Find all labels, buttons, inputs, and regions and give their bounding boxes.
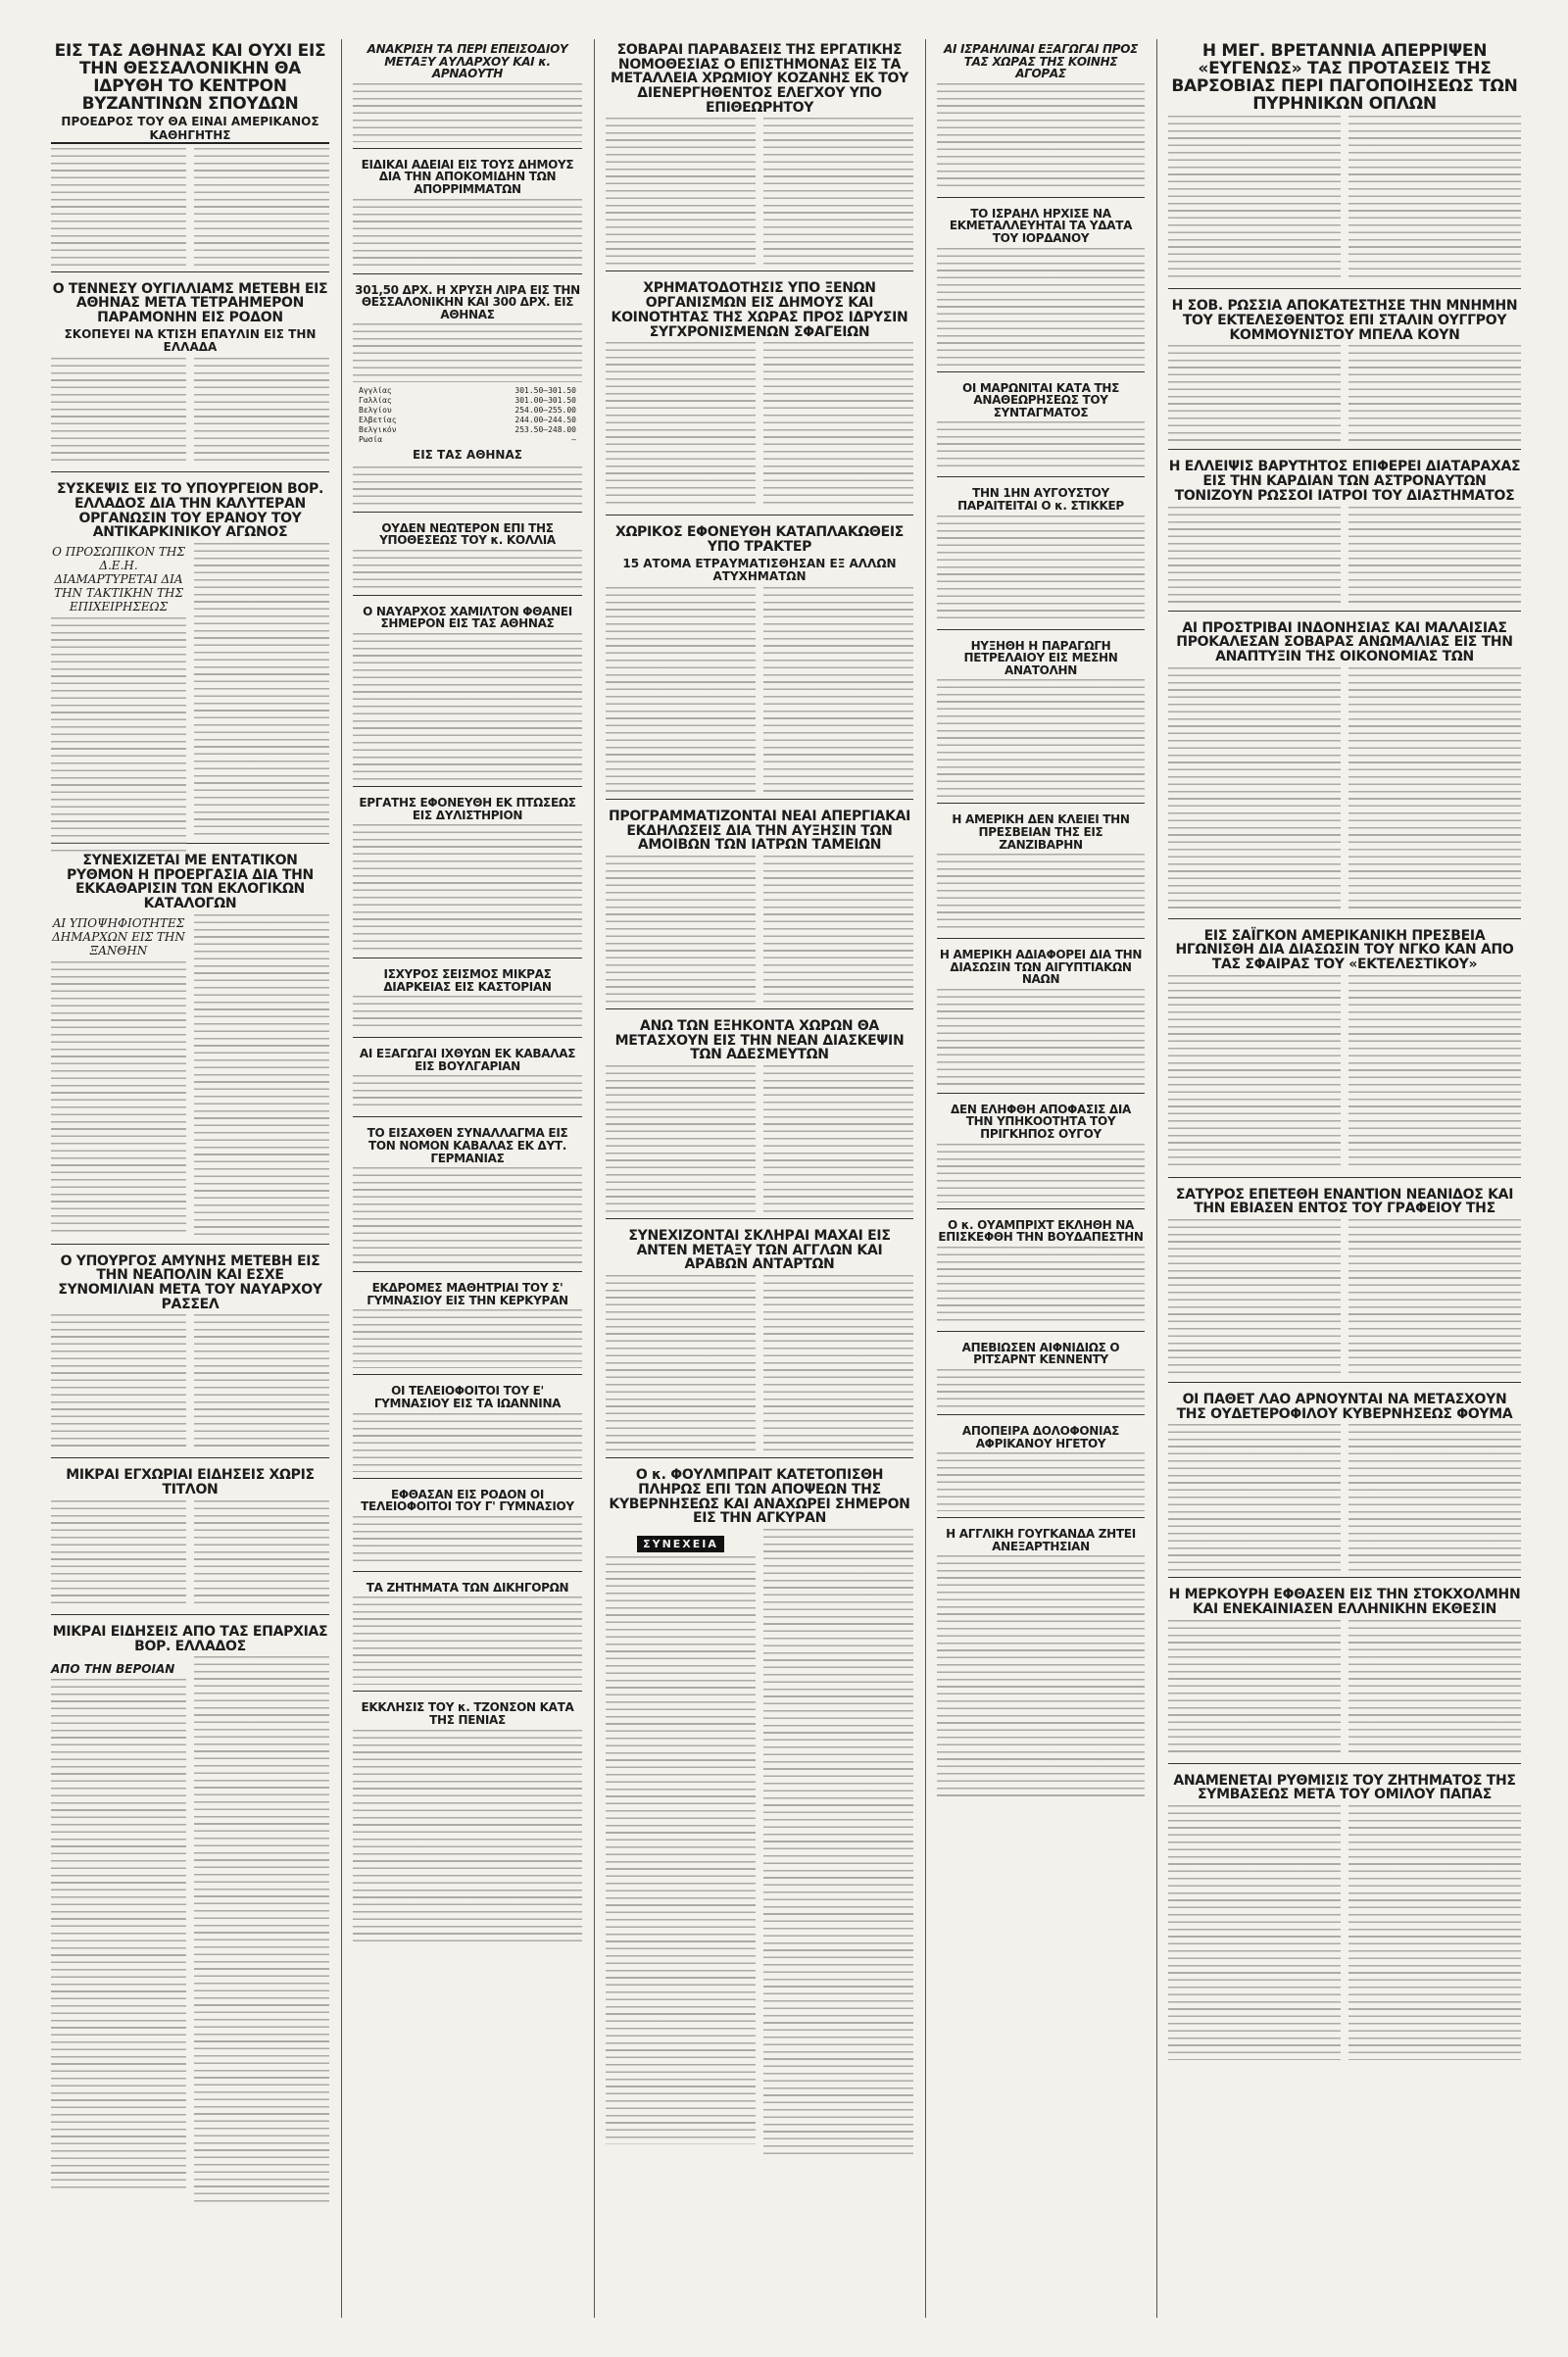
headline: ΣΥΝΕΧΙΖΟΝΤΑΙ ΣΚΛΗΡΑΙ ΜΑΧΑΙ ΕΙΣ ΑΝΤΕΝ ΜΕΤΑΞΥ ΤΩΝ ΑΓΓΛΩΝ ΚΑΙ ΑΡΑΒΩΝ ΑΝΤΑΡΤΩΝ bbox=[628, 1228, 891, 1273]
headline: Η ΜΕΡΚΟΥΡΗ ΕΦΘΑΣΕΝ ΕΙΣ ΤΗΝ ΣΤΟΚΧΟΛΜΗΝ ΚΑΙ ΕΝΕΚΑΙΝΙΑΣΕΝ ΕΛΛΗΝΙΚΗΝ ΕΚΘΕΣΙΝ bbox=[1168, 1587, 1521, 1618]
headline: Η ΜΕΓ. ΒΡΕΤΑΝΝΙΑ ΑΠΕΡΡΙΨΕΝ «ΕΥΓΕΝΩΣ» ΤΑΣ ΠΡΟΤΑΣΕΙΣ ΤΗΣ ΒΑΡΣΟΒΙΑΣ ΠΕΡΙ ΠΑΓΟΠΟΙΗΣΕΩΣ ΤΩΝ ΠΥΡΗΝΙΚΩΝ ΟΠΛΩΝ bbox=[1171, 41, 1518, 114]
gold-row bbox=[359, 435, 576, 445]
row-value: 244.00—244.50 bbox=[514, 416, 576, 425]
subheadline: 15 ΑΤΟΜΑ ΕΤΡΑΥΜΑΤΙΣΘΗΣΑΝ ΕΞ ΑΛΛΩΝ ΑΤΥΧΗΜΑΤΩΝ bbox=[622, 556, 897, 583]
headline: ΙΣΧΥΡΟΣ ΣΕΙΣΜΟΣ ΜΙΚΡΑΣ ΔΙΑΡΚΕΙΑΣ ΕΙΣ ΚΑΣΤΟΡΙΑΝ bbox=[383, 967, 552, 994]
headline: Ο κ. ΟΥΑΜΠΡΙΧΤ ΕΚΛΗΘΗ ΝΑ ΕΠΙΣΚΕΦΘΗ ΤΗΝ ΒΟΥΔΑΠΕΣΤΗΝ bbox=[938, 1217, 1144, 1245]
subheadline: ΑΙ ΥΠΟΨΗΦΙΟΤΗΤΕΣ ΔΗΜΑΡΧΩΝ ΕΙΣ ΤΗΝ ΞΑΝΘΗΝ bbox=[52, 915, 185, 958]
gold-row bbox=[359, 386, 576, 396]
headline: ΑΝΑΜΕΝΕΤΑΙ ΡΥΘΜΙΣΙΣ ΤΟΥ ΖΗΤΗΜΑΤΟΣ ΤΗΣ ΣΥΜΒΑΣΕΩΣ ΜΕΤΑ ΤΟΥ ΟΜΙΛΟΥ ΠΑΠΑΣ bbox=[1173, 1772, 1516, 1803]
article-investigation bbox=[353, 43, 582, 149]
article-byzantine-center bbox=[51, 43, 329, 272]
column-3 bbox=[598, 39, 921, 2318]
row-name: Αγγλίας bbox=[359, 386, 392, 396]
column-1 bbox=[43, 39, 337, 2318]
article-uganda bbox=[937, 1528, 1145, 1806]
headline: Ο ΤΕΝΝΕΣΥ ΟΥΓΙΛΛΙΑΜΣ ΜΕΤΕΒΗ ΕΙΣ ΑΘΗΝΑΣ ΜΕΤΑ ΤΕΤΡΑΗΜΕΡΟΝ ΠΑΡΑΜΟΝΗΝ ΕΙΣ ΡΟΔΟΝ bbox=[52, 280, 328, 326]
article-admiral-hamilton bbox=[353, 606, 582, 787]
row-value: 301.50—301.50 bbox=[514, 386, 576, 396]
article-graduates-rhodes bbox=[353, 1489, 582, 1572]
continuation-logo: ΣΥΝΕΧΕΙΑ bbox=[637, 1536, 724, 1552]
article-britain-warsaw bbox=[1168, 43, 1521, 289]
column-2 bbox=[345, 39, 590, 2318]
gold-row bbox=[359, 416, 576, 425]
headline: ΧΩΡΙΚΟΣ ΕΦΟΝΕΥΘΗ ΚΑΤΑΠΛΑΚΩΘΕΙΣ ΥΠΟ ΤΡΑΚΤΕΡ bbox=[614, 524, 905, 555]
article-electoral-lists bbox=[51, 854, 329, 1245]
article-graduates-ioannina bbox=[353, 1385, 582, 1478]
headline: ΕΡΓΑΤΗΣ ΕΦΟΝΕΥΘΗ ΕΚ ΠΤΩΣΕΩΣ ΕΙΣ ΔΥΛΙΣΤΗΡΙΟΝ bbox=[359, 795, 576, 822]
headline: ΗΥΞΗΘΗ Η ΠΑΡΑΓΩΓΗ ΠΕΤΡΕΛΑΙΟΥ ΕΙΣ ΜΕΣΗΝ ΑΝΑΤΟΛΗΝ bbox=[963, 638, 1118, 677]
article-israel-exports bbox=[937, 43, 1145, 198]
headline: ΑΙ ΠΡΟΣΤΡΙΒΑΙ ΙΝΔΟΝΗΣΙΑΣ ΚΑΙ ΜΑΛΑΙΣΙΑΣ ΠΡΟΚΑΛΕΣΑΝ ΣΟΒΑΡΑΣ ΑΝΩΜΑΛΙΑΣ ΕΙΣ ΤΗΝ ΑΝΑΠΤΥΞΙΝ ΤΗΣ ΟΙΚΟΝΟΜΙΑΣ ΤΩΝ bbox=[1176, 619, 1513, 664]
subheadline: Ο ΠΡΟΣΩΠΙΚΟΝ ΤΗΣ Δ.Ε.Η. ΔΙΑΜΑΡΤΥΡΕΤΑΙ ΔΙΑ ΤΗΝ ΤΑΚΤΙΚΗΝ ΤΗΣ ΕΠΙΧΕΙΡΗΣΕΩΣ bbox=[52, 544, 185, 614]
headline: Η ΑΜΕΡΙΚΗ ΑΔΙΑΦΟΡΕΙ ΔΙΑ ΤΗΝ ΔΙΑΣΩΣΙΝ ΤΩΝ ΑΙΓΥΠΤΙΑΚΩΝ ΝΑΩΝ bbox=[939, 948, 1143, 987]
headline: ΟΥΔΕΝ ΝΕΩΤΕΡΟΝ ΕΠΙ ΤΗΣ ΥΠΟΘΕΣΕΩΣ ΤΟΥ κ. ΚΟΛΛΙΑ bbox=[379, 520, 556, 548]
article-ulbricht bbox=[937, 1219, 1145, 1332]
headline: Η ΣΟΒ. ΡΩΣΣΙΑ ΑΠΟΚΑΤΕΣΤΗΣΕ ΤΗΝ ΜΝΗΜΗΝ ΤΟΥ ΕΚΤΕΛΕΣΘΕΝΤΟΣ ΕΠΙ ΣΤΑΛΙΝ ΟΥΓΓΡΟΥ ΚΟΜΜΟΥΝΙΣΤΟΥ ΜΠΕΛΑ ΚΟΥΝ bbox=[1171, 298, 1518, 343]
headline: ΑΝΑΚΡΙΣΗ ΤΑ ΠΕΡΙ ΕΠΕΙΣΟΔΙΟΥ ΜΕΤΑΞΥ ΑΥΛΑΡΧΟΥ ΚΑΙ κ. ΑΡΝΑΟΥΤΗ bbox=[367, 42, 568, 81]
article-maronites bbox=[937, 382, 1145, 478]
headline: ΜΙΚΡΑΙ ΕΙΔΗΣΕΙΣ ΑΠΟ ΤΑΣ ΕΠΑΡΧΙΑΣ ΒΟΡ. ΕΛΛΑΔΟΣ bbox=[52, 1623, 328, 1654]
article-earthquake bbox=[353, 968, 582, 1038]
headline: ΣΑΤΥΡΟΣ ΕΠΕΤΕΘΗ ΕΝΑΝΤΙΟΝ ΝΕΑΝΙΔΟΣ ΚΑΙ ΤΗΝ ΕΒΙΑΣΕΝ ΕΝΤΟΣ ΤΟΥ ΓΡΑΦΕΙΟΥ ΤΗΣ bbox=[1175, 1186, 1514, 1217]
headline: ΣΟΒΑΡΑΙ ΠΑΡΑΒΑΣΕΙΣ ΤΗΣ ΕΡΓΑΤΙΚΗΣ ΝΟΜΟΘΕΣΙΑΣ Ο ΕΠΙΣΤΗΜΟΝΑΣ ΕΙΣ ΤΑ ΜΕΤΑΛΛΕΙΑ ΧΡΩΜΙΟΥ ΚΟΖΑΝΗΣ ΕΚ ΤΟΥ ΔΙΕΝΕΡΓΗΘΕΝΤΟΣ ΕΛΕΓΧΟΥ ΥΠΟ ΕΠΙΘΕΩΡΗΤΟΥ bbox=[611, 42, 908, 116]
article-jordan-waters bbox=[937, 208, 1145, 372]
row-name: Ελβετίας bbox=[359, 416, 397, 425]
row-value: 253.50—248.00 bbox=[514, 425, 576, 435]
headline: ΣΥΣΚΕΨΙΣ ΕΙΣ ΤΟ ΥΠΟΥΡΓΕΙΟΝ ΒΟΡ. ΕΛΛΑΔΟΣ ΔΙΑ ΤΗΝ ΚΑΛΥΤΕΡΑΝ ΟΡΓΑΝΩΣΙΝ ΤΟΥ ΕΡΑΝΟΥ ΤΟΥ ΑΝΤΙΚΑΡΚΙΝΙΚΟΥ ΑΓΩΝΟΣ bbox=[57, 481, 323, 541]
gold-row bbox=[359, 425, 576, 435]
headline: ΤΟ ΕΙΣΑΧΘΕΝ ΣΥΝΑΛΛΑΓΜΑ ΕΙΣ ΤΟΝ ΝΟΜΟΝ ΚΑΒΑΛΑΣ ΕΚ ΔΥΤ. ΓΕΡΜΑΝΙΑΣ bbox=[367, 1126, 568, 1165]
row-name: Βελγικόν bbox=[359, 425, 397, 435]
headline: 301,50 ΔΡΧ. Η ΧΡΥΣΗ ΛΙΡΑ ΕΙΣ ΤΗΝ ΘΕΣΣΑΛΟΝΙΚΗΝ ΚΑΙ 300 ΔΡΧ. ΕΙΣ ΑΘΗΝΑΣ bbox=[355, 282, 580, 321]
article-assassination-attempt bbox=[937, 1425, 1145, 1518]
headline: ΕΚΔΡΟΜΕΣ ΜΑΘΗΤΡΙΑΙ ΤΟΥ Σ' ΓΥΜΝΑΣΙΟΥ ΕΙΣ ΤΗΝ ΚΕΡΚΥΡΑΝ bbox=[367, 1281, 568, 1307]
article-kollias bbox=[353, 522, 582, 596]
article-gold-sovereign bbox=[353, 284, 582, 513]
headline: Η ΕΛΛΕΙΨΙΣ ΒΑΡΥΤΗΤΟΣ ΕΠΙΦΕΡΕΙ ΔΙΑΤΑΡΑΧΑΣ ΕΙΣ ΤΗΝ ΚΑΡΔΙΑΝ ΤΩΝ ΑΣΤΡΟΝΑΥΤΩΝ ΤΟΝΙΖΟΥΝ ΡΩΣΣΟΙ ΙΑΤΡΟΙ ΤΟΥ ΔΙΑΣΤΗΜΑΤΟΣ bbox=[1168, 459, 1521, 504]
section-label: ΑΠΟ ΤΗΝ ΒΕΡΟΙΑΝ bbox=[51, 1662, 175, 1677]
headline: ΣΥΝΕΧΙΖΕΤΑΙ ΜΕ ΕΝΤΑΤΙΚΟΝ ΡΥΘΜΟΝ Η ΠΡΟΕΡΓΑΣΙΑ ΔΙΑ ΤΗΝ ΕΚΚΑΘΑΡΙΣΙΝ ΤΩΝ ΕΚΛΟΓΙΚΩΝ ΚΑΤΑΛΟΓΩΝ bbox=[67, 852, 314, 911]
article-saigon-embassy bbox=[1168, 929, 1521, 1178]
article-pathet-lao bbox=[1168, 1393, 1521, 1578]
article-indonesia-malaysia bbox=[1168, 621, 1521, 919]
article-small-news bbox=[51, 1468, 329, 1614]
column-rule bbox=[925, 39, 926, 2318]
article-tractor-accident bbox=[606, 525, 913, 800]
headline: Η ΑΓΓΛΙΚΗ ΓΟΥΓΚΑΝΔΑ ΖΗΤΕΙ ΑΝΕΞΑΡΤΗΣΙΑΝ bbox=[946, 1527, 1136, 1553]
row-name: Ρωσία bbox=[359, 435, 383, 445]
headline: Η ΑΜΕΡΙΚΗ ΔΕΝ ΚΛΕΙΕΙ ΤΗΝ ΠΡΕΣΒΕΙΑΝ ΤΗΣ ΕΙΣ ΖΑΝΖΙΒΑΡΗΝ bbox=[952, 812, 1130, 852]
headline: Ο κ. ΦΟΥΛΜΠΡΑΙΤ ΚΑΤΕΤΟΠΙΣΘΗ ΠΛΗΡΩΣ ΕΠΙ ΤΩΝ ΑΠΟΨΕΩΝ ΤΗΣ ΚΥΒΕΡΝΗΣΕΩΣ ΚΑΙ ΑΝΑΧΩΡΕΙ ΣΗΜΕΡΟΝ ΕΙΣ ΤΗΝ ΑΓΚΥΡΑΝ bbox=[609, 1467, 910, 1527]
article-aden-battles bbox=[606, 1229, 913, 1458]
subheadline: ΣΚΟΠΕΥΕΙ ΝΑ ΚΤΙΣΗ ΕΠΑΥΛΙΝ ΕΙΣ ΤΗΝ ΕΛΛΑΔΑ bbox=[64, 326, 317, 354]
headline: ΜΙΚΡΑΙ ΕΓΧΩΡΙΑΙ ΕΙΔΗΣΕΙΣ ΧΩΡΙΣ ΤΙΤΛΟΝ bbox=[66, 1467, 315, 1498]
headline: ΤΗΝ 1ΗΝ ΑΥΓΟΥΣΤΟΥ ΠΑΡΑΙΤΕΙΤΑΙ Ο κ. ΣΤΙΚΚΕΡ bbox=[957, 486, 1124, 513]
row-value: 254.00—255.00 bbox=[514, 406, 576, 416]
article-zanzibar-embassy bbox=[937, 813, 1145, 939]
article-johnson-poverty bbox=[353, 1701, 582, 1950]
article-bela-kun bbox=[1168, 299, 1521, 450]
article-merkouri-stockholm bbox=[1168, 1588, 1521, 1763]
headline: ΠΡΟΓΡΑΜΜΑΤΙΖΟΝΤΑΙ ΝΕΑΙ ΑΠΕΡΓΙΑΚΑΙ ΕΚΔΗΛΩΣΕΙΣ ΔΙΑ ΤΗΝ ΑΥΞΗΣΙΝ ΤΩΝ ΑΜΟΙΒΩΝ ΤΩΝ ΙΑΤΡΩΝ ΤΑΜΕΙΩΝ bbox=[608, 808, 911, 854]
article-egyptian-temples bbox=[937, 949, 1145, 1094]
gold-price-table bbox=[359, 386, 576, 445]
row-name: Γαλλίας bbox=[359, 396, 392, 406]
article-fulbright bbox=[606, 1468, 913, 2162]
gold-row bbox=[359, 406, 576, 416]
column-rule bbox=[1156, 39, 1157, 2318]
article-stikker bbox=[937, 487, 1145, 629]
article-students-corfu bbox=[353, 1282, 582, 1375]
headline: ΕΙΔΙΚΑΙ ΑΔΕΙΑΙ ΕΙΣ ΤΟΥΣ ΔΗΜΟΥΣ ΔΙΑ ΤΗΝ ΑΠΟΚΟΜΙΔΗΝ ΤΩΝ ΑΠΟΡΡΙΜΜΑΤΩΝ bbox=[361, 157, 574, 196]
article-lawyers bbox=[353, 1582, 582, 1693]
article-tennessee-williams bbox=[51, 282, 329, 472]
column-4 bbox=[929, 39, 1152, 2318]
row-name: Βελγίου bbox=[359, 406, 392, 416]
row-value: 301.00—301.50 bbox=[514, 396, 576, 406]
article-foreign-exchange bbox=[353, 1127, 582, 1272]
headline: Ο ΝΑΥΑΡΧΟΣ ΧΑΜΙΛΤΟΝ ΦΘΑΝΕΙ ΣΗΜΕΡΟΝ ΕΙΣ ΤΑΣ ΑΘΗΝΑΣ bbox=[363, 604, 572, 631]
headline: ΟΙ ΤΕΛΕΙΟΦΟΙΤΟΙ ΤΟΥ Ε' ΓΥΜΝΑΣΙΟΥ ΕΙΣ ΤΑ ΙΩΑΝΝΙΝΑ bbox=[373, 1384, 562, 1411]
headline: ΕΦΘΑΣΑΝ ΕΙΣ ΡΟΔΟΝ ΟΙ ΤΕΛΕΙΟΦΟΙΤΟΙ ΤΟΥ Γ' ΓΥΜΝΑΣΙΟΥ bbox=[361, 1487, 574, 1514]
headline: ΧΡΗΜΑΤΟΔΟΤΗΣΙΣ ΥΠΟ ΞΕΝΩΝ ΟΡΓΑΝΙΣΜΩΝ ΕΙΣ ΔΗΜΟΥΣ ΚΑΙ ΚΟΙΝΟΤΗΤΑΣ ΤΗΣ ΧΩΡΑΣ ΠΡΟΣ ΙΔΡΥΣΙΝ ΣΥΓΧΡΟΝΙΣΜΕΝΩΝ ΣΦΑΓΕΙΩΝ bbox=[611, 280, 908, 340]
gold-row bbox=[359, 396, 576, 406]
article-nonaligned-conference bbox=[606, 1019, 913, 1219]
article-kennedy bbox=[937, 1342, 1145, 1415]
headline: ΔΕΝ ΕΛΗΦΘΗ ΑΠΟΦΑΣΙΣ ΔΙΑ ΤΗΝ ΥΠΗΚΟΟΤΗΤΑ ΤΟΥ ΠΡΙΓΚΗΠΟΣ ΟΥΓΟΥ bbox=[950, 1102, 1132, 1142]
article-doctor-strikes bbox=[606, 810, 913, 1009]
headline: ΑΠΟΠΕΙΡΑ ΔΟΛΟΦΟΝΙΑΣ ΑΦΡΙΚΑΝΟΥ ΗΓΕΤΟΥ bbox=[961, 1424, 1120, 1450]
article-fish-exports bbox=[353, 1048, 582, 1117]
headline: ΤΟ ΙΣΡΑΗΛ ΗΡΧΙΣΕ ΝΑ ΕΚΜΕΤΑΛΛΕΥΗΤΑΙ ΤΑ ΥΔΑΤΑ ΤΟΥ ΙΟΡΔΑΝΟΥ bbox=[949, 206, 1133, 245]
headline: ΕΙΣ ΣΑΪΓΚΟΝ ΑΜΕΡΙΚΑΝΙΚΗ ΠΡΕΣΒΕΙΑ ΗΓΩΝΙΣΘΗ ΔΙΑ ΔΙΑΣΩΣΙΝ ΤΟΥ ΝΓΚΟ ΚΑΝ ΑΠΟ ΤΑΣ ΣΦΑΙΡΑΣ ΤΟΥ «ΕΚΤΕΛΕΣΤΙΚΟΥ» bbox=[1175, 927, 1514, 972]
article-worker-killed bbox=[353, 797, 582, 958]
row-value: — bbox=[571, 435, 576, 445]
article-province-news bbox=[51, 1625, 329, 2211]
headline: ΑΠΕΒΙΩΣΕΝ ΑΙΦΝΙΔΙΩΣ Ο ΡΙΤΣΑΡΝΤ ΚΕΝΝΕΝΤΥ bbox=[961, 1340, 1120, 1367]
headline: ΕΚΚΛΗΣΙΣ ΤΟΥ κ. ΤΖΟΝΣΟΝ ΚΑΤΑ ΤΗΣ ΠΕΝΙΑΣ bbox=[361, 1700, 574, 1727]
article-satyr bbox=[1168, 1188, 1521, 1383]
column-rule bbox=[594, 39, 595, 2318]
column-5 bbox=[1160, 39, 1529, 2318]
article-prince-hugo bbox=[937, 1104, 1145, 1209]
column-rule bbox=[341, 39, 342, 2318]
table-title: ΕΙΣ ΤΑΣ ΑΘΗΝΑΣ bbox=[413, 448, 522, 463]
article-slaughterhouses bbox=[606, 281, 913, 516]
article-labor-violations bbox=[606, 43, 913, 271]
headline: Ο ΥΠΟΥΡΓΟΣ ΑΜΥΝΗΣ ΜΕΤΕΒΗ ΕΙΣ ΤΗΝ ΝΕΑΠΟΛΙΝ ΚΑΙ ΕΣΧΕ ΣΥΝΟΜΙΛΙΑΝ ΜΕΤΑ ΤΟΥ ΝΑΥΑΡΧΟΥ ΡΑΣΣΕΛ bbox=[58, 1252, 322, 1312]
subheadline: ΠΡΟΕΔΡΟΣ ΤΟΥ ΘΑ ΕΙΝΑΙ ΑΜΕΡΙΚΑΝΟΣ ΚΑΘΗΓΗΤΗΣ bbox=[51, 116, 329, 143]
headline: ΑΝΩ ΤΩΝ ΕΞΗΚΟΝΤΑ ΧΩΡΩΝ ΘΑ ΜΕΤΑΣΧΟΥΝ ΕΙΣ ΤΗΝ ΝΕΑΝ ΔΙΑΣΚΕΨΙΝ ΤΩΝ ΑΔΕΣΜΕΥΤΩΝ bbox=[614, 1018, 905, 1063]
headline: ΕΙΣ ΤΑΣ ΑΘΗΝΑΣ ΚΑΙ ΟΥΧΙ ΕΙΣ ΤΗΝ ΘΕΣΣΑΛΟΝΙΚΗΝ ΘΑ ΙΔΡΥΘΗ ΤΟ ΚΕΝΤΡΟΝ ΒΥΖΑΝΤΙΝΩΝ ΣΠΟΥΔΩΝ bbox=[54, 41, 326, 114]
headline: ΤΑ ΖΗΤΗΜΑΤΑ ΤΩΝ ΔΙΚΗΓΟΡΩΝ bbox=[366, 1580, 569, 1595]
article-special-permits bbox=[353, 159, 582, 274]
article-defense-minister bbox=[51, 1254, 329, 1459]
headline: ΑΙ ΕΞΑΓΩΓΑΙ ΙΧΘΥΩΝ ΕΚ ΚΑΒΑΛΑΣ ΕΙΣ ΒΟΥΛΓΑΡΙΑΝ bbox=[359, 1047, 576, 1073]
headline: ΑΙ ΙΣΡΑΗΛΙΝΑΙ ΕΞΑΓΩΓΑΙ ΠΡΟΣ ΤΑΣ ΧΩΡΑΣ ΤΗΣ ΚΟΙΝΗΣ ΑΓΟΡΑΣ bbox=[943, 42, 1139, 81]
headline: ΟΙ ΜΑΡΩΝΙΤΑΙ ΚΑΤΑ ΤΗΣ ΑΝΑΘΕΩΡΗΣΕΩΣ ΤΟΥ ΣΥΝΤΑΓΜΑΤΟΣ bbox=[961, 380, 1120, 419]
article-papas-group bbox=[1168, 1774, 1521, 2066]
article-astronauts bbox=[1168, 460, 1521, 611]
article-anticancer-fund bbox=[51, 482, 329, 844]
headline: ΟΙ ΠΑΘΕΤ ΛΑΟ ΑΡΝΟΥΝΤΑΙ ΝΑ ΜΕΤΑΣΧΟΥΝ ΤΗΣ ΟΥΔΕΤΕΡΟΦΙΛΟΥ ΚΥΒΕΡΝΗΣΕΩΣ ΦΟΥΜΑ bbox=[1176, 1392, 1513, 1422]
article-oil-production bbox=[937, 640, 1145, 805]
